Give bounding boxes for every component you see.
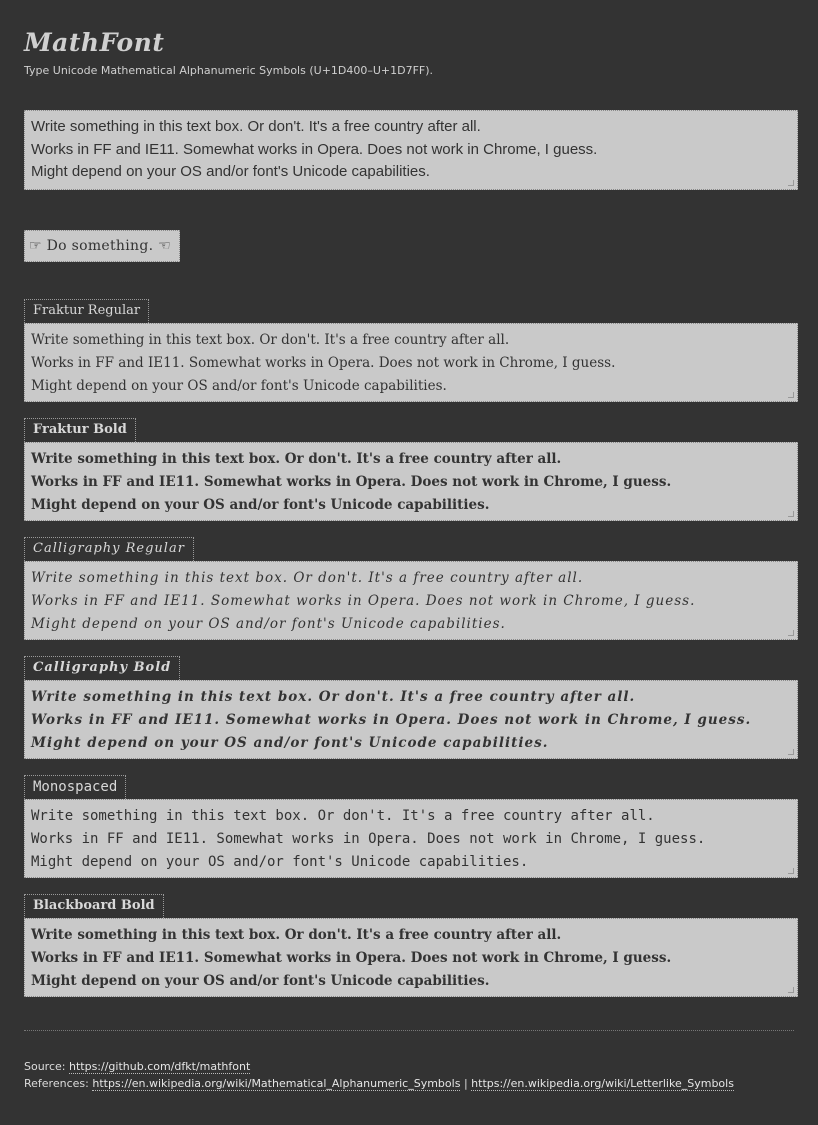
reference-link-math-symbols[interactable]: https://en.wikipedia.org/wiki/Mathematical_Alphanumeric_Symbols <box>92 1077 461 1090</box>
label-calligraphy-bold: Calligraphy Bold <box>24 656 180 680</box>
label-fraktur-bold: Fraktur Bold <box>24 418 136 442</box>
input-textarea[interactable]: Write something in this text box. Or don't. It's a free country after all. Works in FF and IE11. Somewhat works in Opera. Does not work in Chrome, I guess. Might depend on your OS and/or font's Unicode capabilities. <box>24 110 798 190</box>
reference-link-letterlike[interactable]: https://en.wikipedia.org/wiki/Letterlike_Symbols <box>471 1077 734 1090</box>
label-calligraphy-regular: Calligraphy Regular <box>24 537 194 561</box>
output-calligraphy-regular[interactable]: Write something in this text box. Or don't. It's a free country after all. Works in FF and IE11. Somewhat works in Opera. Does not work in Chrome, I guess. Might depend on your OS and/or font's Unicode capabilities. <box>24 561 798 640</box>
do-something-button[interactable]: ☞ Do something. ☜ <box>24 230 180 262</box>
footer-references <box>24 1077 734 1090</box>
page-subtitle: Type Unicode Mathematical Alphanumeric Symbols (U+1D400–U+1D7FF). <box>24 64 434 77</box>
label-fraktur-regular: Fraktur Regular <box>24 299 149 323</box>
output-calligraphy-bold[interactable]: Write something in this text box. Or don't. It's a free country after all. Works in FF and IE11. Somewhat works in Opera. Does not work in Chrome, I guess. Might depend on your OS and/or font's Unicode capabilities. <box>24 680 798 759</box>
footer-divider <box>24 1030 794 1031</box>
source-label: Source: <box>24 1060 66 1073</box>
label-monospaced: Monospaced <box>24 775 126 799</box>
references-label: References: <box>24 1077 89 1090</box>
output-blackboard-bold[interactable]: Write something in this text box. Or don't. It's a free country after all. Works in FF and IE11. Somewhat works in Opera. Does not work in Chrome, I guess. Might depend on your OS and/or font's Unicode capabilities. <box>24 918 798 997</box>
output-fraktur-bold[interactable]: Write something in this text box. Or don't. It's a free country after all. Works in FF and IE11. Somewhat works in Opera. Does not work in Chrome, I guess. Might depend on your OS and/or font's Unicode capabilities. <box>24 442 798 521</box>
output-monospaced[interactable]: Write something in this text box. Or don't. It's a free country after all. Works in FF and IE11. Somewhat works in Opera. Does not work in Chrome, I guess. Might depend on your OS and/or font's Unicode capabilities. <box>24 799 798 878</box>
label-blackboard-bold: Blackboard Bold <box>24 894 164 918</box>
source-link[interactable]: https://github.com/dfkt/mathfont <box>69 1060 251 1073</box>
reference-separator: | <box>463 1077 468 1090</box>
footer-source <box>24 1060 250 1073</box>
output-fraktur-regular[interactable]: Write something in this text box. Or don't. It's a free country after all. Works in FF and IE11. Somewhat works in Opera. Does not work in Chrome, I guess. Might depend on your OS and/or font's Unicode capabilities. <box>24 323 798 402</box>
page-title: MathFont <box>24 28 165 57</box>
